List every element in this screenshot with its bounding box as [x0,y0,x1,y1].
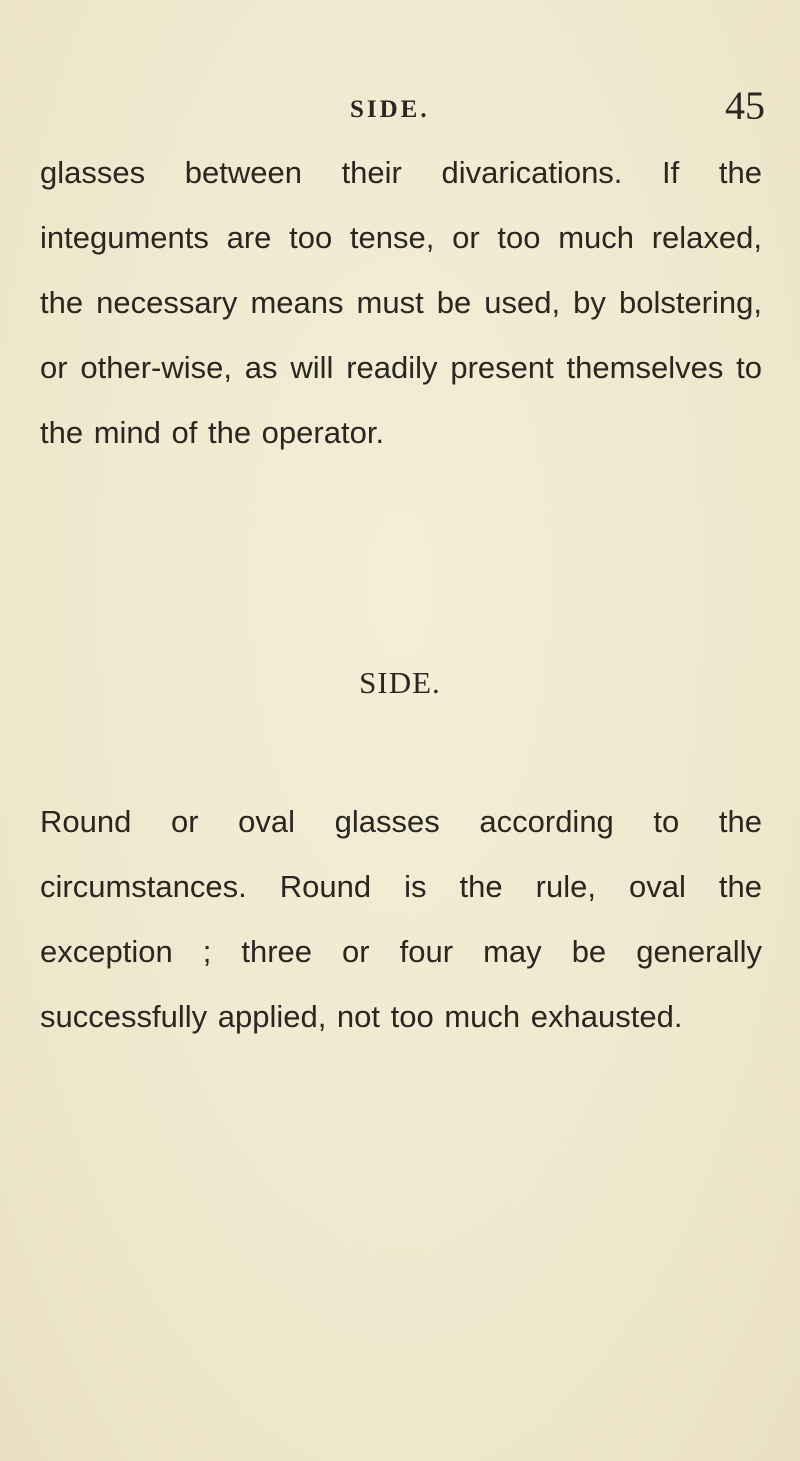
paragraph-side: Round or oval glasses according to the circumstances. Round is the rule, oval the exception ; three or four may be generally successfully applied, not too much exhausted. [40,804,762,1034]
paragraph-continued: glasses between their divarications. If the integuments are too tense, or too much relaxed, the necessary means must be used, by bolstering, or other-wise, as will readily present themselves to the mind of the operator. [40,155,762,450]
running-head [0,83,800,136]
page-number: 45 [725,83,765,128]
section-heading: SIDE. [359,665,441,700]
running-title: SIDE. [350,96,430,123]
